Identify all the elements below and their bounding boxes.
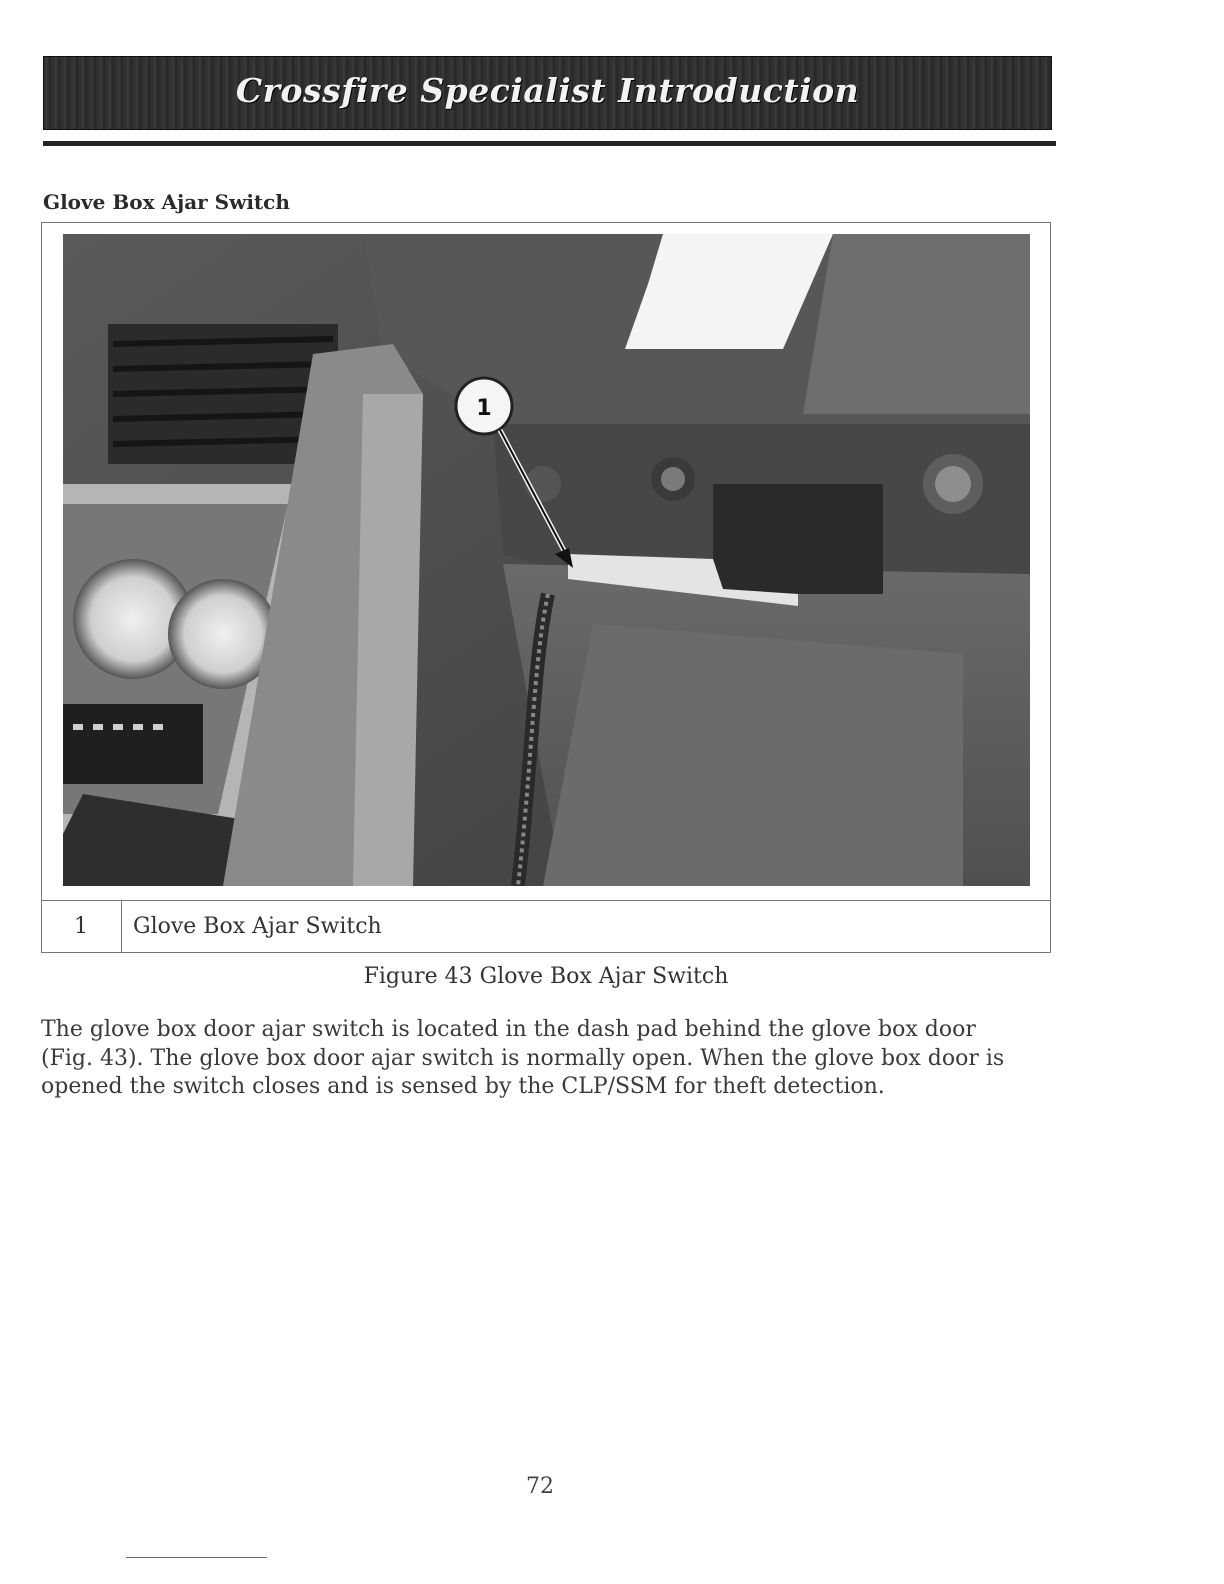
body-paragraph: The glove box door ajar switch is located in the dash pad behind the glove box door (Fig. 43). The glove box door ajar switch is normally open. When the glove box door is opened the switch closes and is sensed by the CLP/SSM for theft detection. bbox=[41, 1017, 1005, 1099]
photo-illustration bbox=[63, 234, 1030, 886]
header-divider bbox=[43, 141, 1056, 146]
figure-legend-row bbox=[41, 900, 1051, 953]
glove-box-photo bbox=[63, 234, 1030, 886]
figure-caption: Figure 43 Glove Box Ajar Switch bbox=[363, 964, 729, 989]
header-title: Crossfire Specialist Introduction bbox=[235, 71, 860, 110]
page-number: 72 bbox=[526, 1474, 554, 1499]
section-heading: Glove Box Ajar Switch bbox=[43, 190, 290, 214]
legend-label: Glove Box Ajar Switch bbox=[133, 914, 382, 939]
header-banner bbox=[43, 56, 1052, 130]
legend-number: 1 bbox=[41, 901, 122, 953]
footer-divider bbox=[126, 1557, 267, 1558]
callout-number: 1 bbox=[476, 396, 492, 421]
